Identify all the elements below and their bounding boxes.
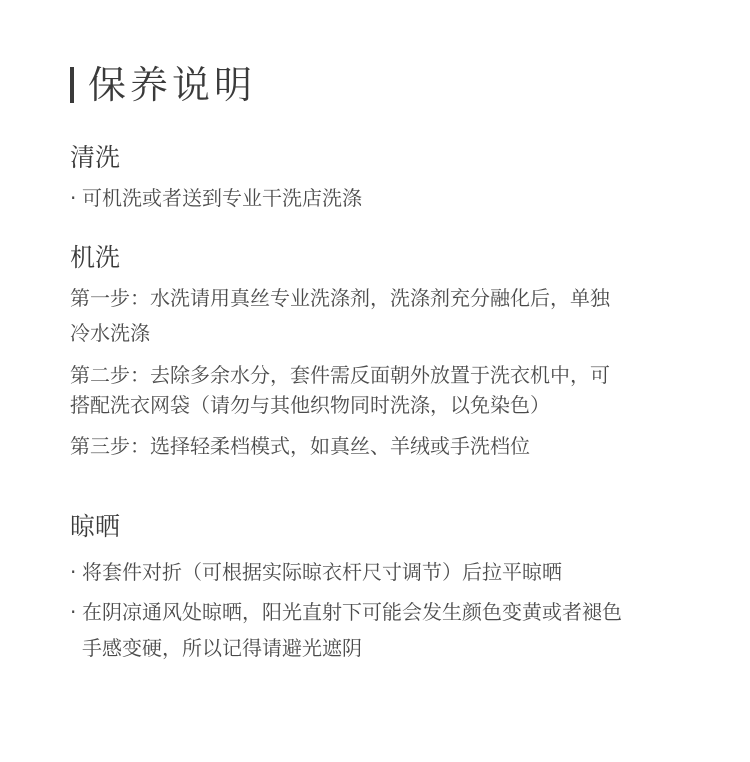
title-accent-bar xyxy=(70,67,74,103)
bullet-dot: · xyxy=(70,600,77,624)
list-item-wash-1 xyxy=(70,182,362,214)
step-1-line-1: 第一步：水洗请用真丝专业洗涤剂，洗涤剂充分融化后，单独 xyxy=(70,286,610,310)
section-heading-dry: 晾晒 xyxy=(70,512,121,541)
list-item-text: 在阴凉通风处晾晒，阳光直射下可能会发生颜色变黄或者褪色 xyxy=(82,600,622,624)
step-2-line-1: 第二步：去除多余水分，套件需反面朝外放置于洗衣机中，可 xyxy=(70,363,610,387)
bullet-dot: · xyxy=(70,186,77,210)
section-heading-wash: 清洗 xyxy=(70,143,121,172)
list-item-text: 将套件对折（可根据实际晾衣杆尺寸调节）后拉平晾晒 xyxy=(82,560,562,584)
list-item-dry-2-continuation: 手感变硬，所以记得请避光遮阴 xyxy=(82,636,362,660)
list-item-dry-1 xyxy=(70,556,562,588)
step-2-line-2: 搭配洗衣网袋（请勿与其他织物同时洗涤，以免染色） xyxy=(70,393,550,417)
section-heading-machine-wash: 机洗 xyxy=(70,243,121,272)
page-title-text: 保养说明 xyxy=(88,63,257,107)
page-title xyxy=(70,63,256,107)
list-item-dry-2 xyxy=(70,596,622,628)
step-3-line-1: 第三步：选择轻柔档模式，如真丝、羊绒或手洗档位 xyxy=(70,434,530,458)
step-1-line-2: 冷水洗涤 xyxy=(70,321,150,345)
list-item-text: 可机洗或者送到专业干洗店洗涤 xyxy=(82,186,362,210)
bullet-dot: · xyxy=(70,560,77,584)
